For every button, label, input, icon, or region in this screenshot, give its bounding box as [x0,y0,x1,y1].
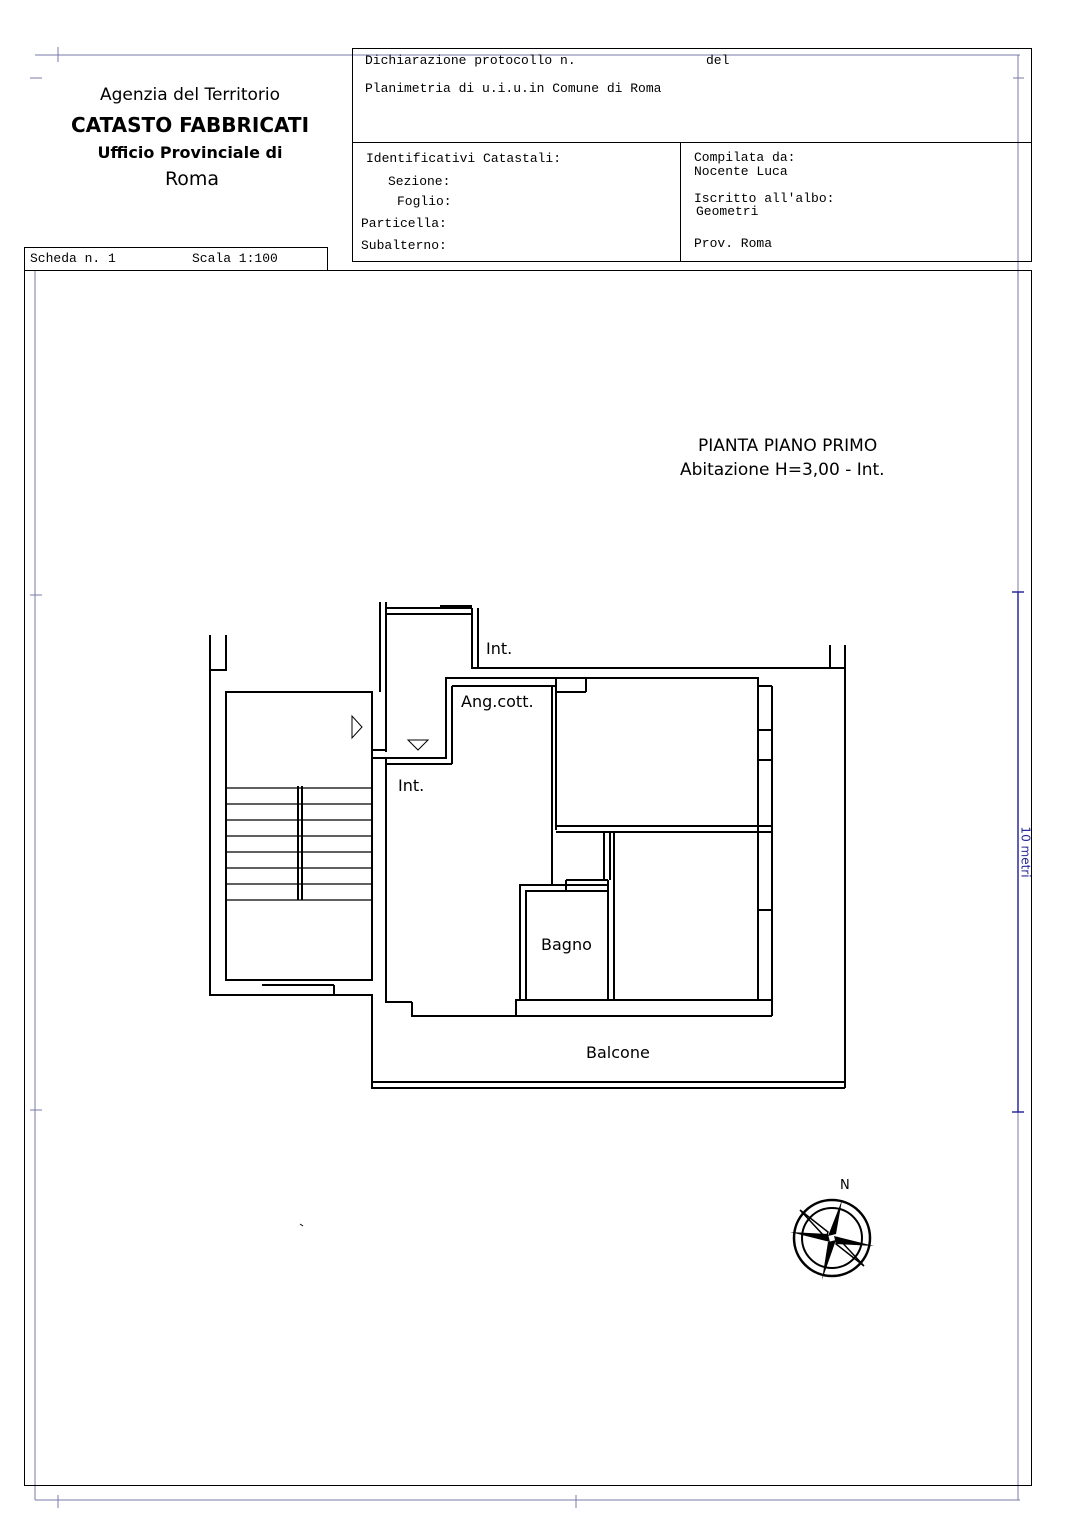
foglio-label: Foglio: [397,194,452,209]
room-label-balcone: Balcone [586,1043,650,1062]
ident-title: Identificativi Catastali: [366,151,562,166]
room-label-ang-cott: Ang.cott. [461,692,534,711]
plan-description: Planimetria di u.i.u.in Comune di Roma [365,81,662,96]
compilata-label: Compilata da: [694,150,796,165]
plan-subtitle: Abitazione H=3,00 - Int. [680,460,885,480]
room-label-int-top: Int. [486,639,513,658]
office-city: Roma [164,168,220,190]
room-label-int-mid: Int. [398,776,425,795]
agency-name: Agenzia del Territorio [99,85,281,105]
room-label-bagno: Bagno [541,935,592,954]
province-label: Prov. Roma [694,236,773,251]
scheda-number: Scheda n. 1 [30,251,116,266]
compilata-name: Nocente Luca [694,164,788,179]
iscritto-label: Iscritto all'albo: [694,191,835,206]
north-label: N [840,1178,850,1193]
plan-frame [24,270,1032,1486]
agency-division: CATASTO FABBRICATI [70,113,310,137]
iscritto-value: Geometri [696,204,759,219]
particella-label: Particella: [361,216,447,231]
scale-bar-label: 10 metri [1018,826,1033,878]
sezione-label: Sezione: [388,174,451,189]
scale-label: Scala 1:100 [192,251,278,266]
plan-title: PIANTA PIANO PRIMO [698,436,878,456]
subalterno-label: Subalterno: [361,238,447,253]
protocol-label: Dichiarazione protocollo n. [365,53,576,68]
protocol-del: del [706,53,730,68]
office-label: Ufficio Provinciale di [97,143,283,162]
